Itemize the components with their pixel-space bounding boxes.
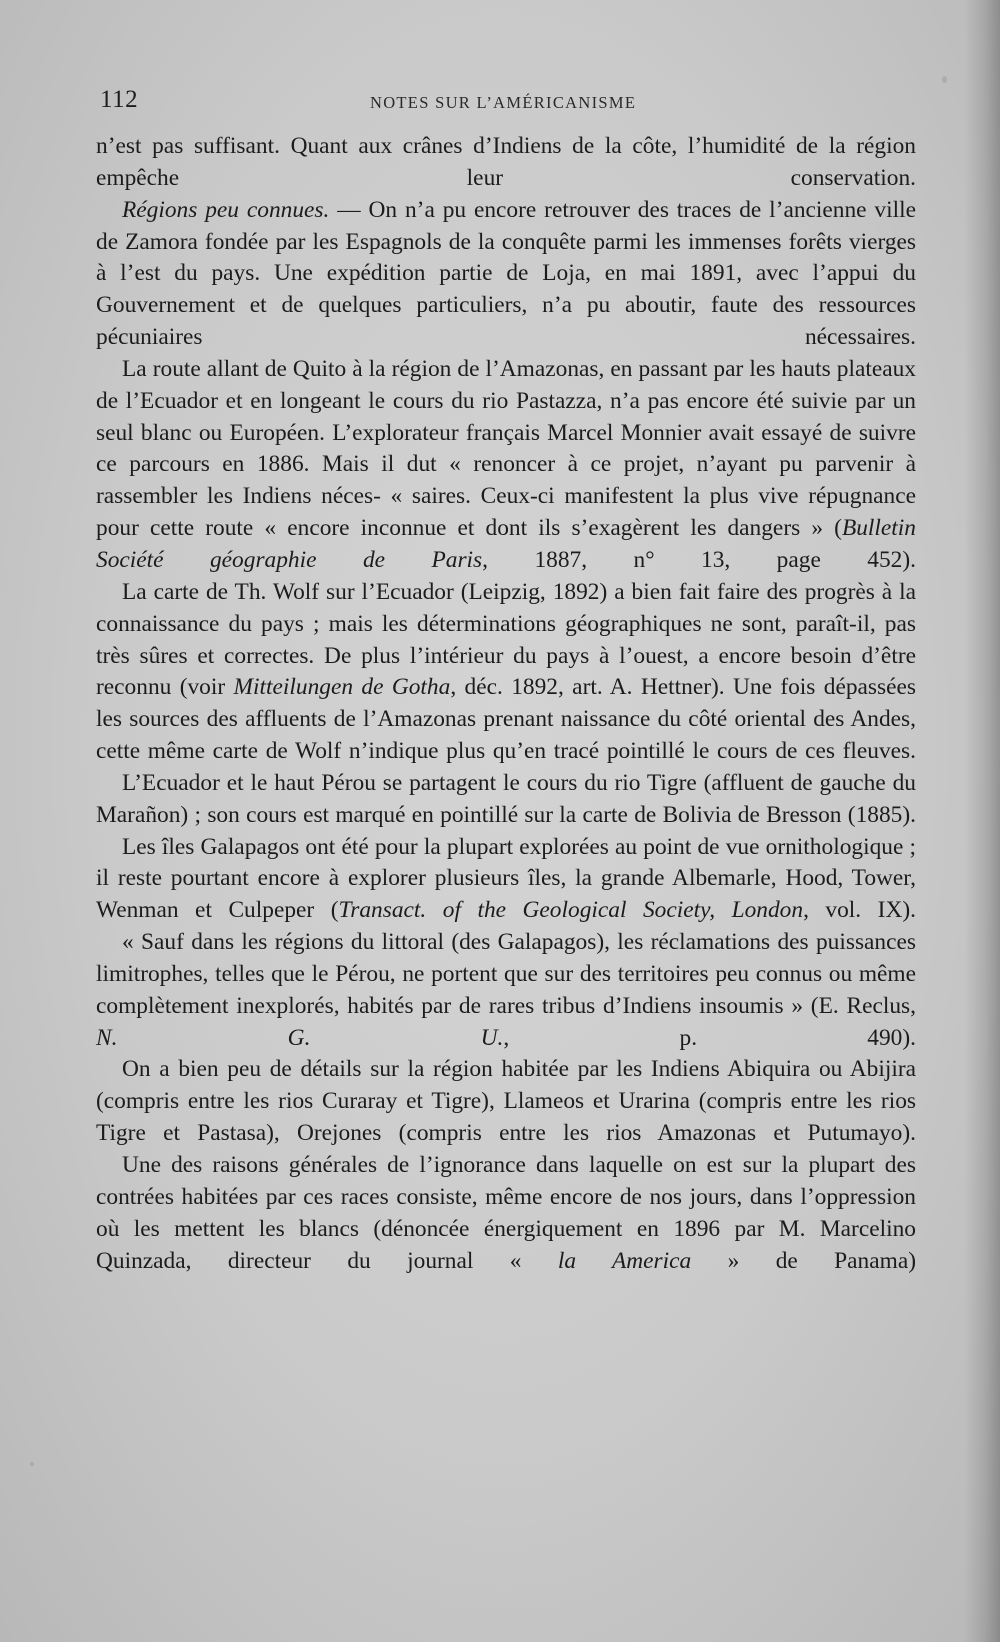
text-run: , 1887, n° 13, page 452).	[482, 546, 916, 573]
text-run: , déc. 1892, art. A. Hettner). Une fois dépassées les sources des affluents de l’Amazonas prenant naissance du côté oriental des Andes, cette même carte de Wolf n’indique plus qu’en tracé pointillé le cours de ces fleuves.	[96, 674, 916, 765]
section-heading-italic: Régions peu connues.	[122, 196, 330, 223]
text-run: La route allant de Quito à la région de l’Amazonas, en passant par les hauts plateaux de l’Ecuador et en longeant le cours du rio Pastazza, n’a pas encore été suivie par un seul blanc ou Européen. L’explorateur français Marcel Monnier avait essayé de suivre ce parcours en 1886. Mais il dut « renoncer à ce projet, n’ayant pu parvenir à rassembler les Indiens néces- « saires. Ceux-ci manifestent la plus vive répugnance pour cette route « encore inconnue et dont ils s’exagèrent les dangers » (	[96, 355, 916, 542]
page-edge-shadow	[964, 0, 1000, 1642]
text-run: « Sauf dans les régions du littoral (des Galapagos), les réclamations des puissances limitrophes, telles que le Pérou, ne portent que sur des territoires peu connus ou même complètement inexplorés, habités par de rares tribus d’Indiens insoumis » (E. Reclus,	[96, 929, 916, 1019]
citation-italic: la America	[557, 1247, 692, 1274]
running-head: NOTES SUR L’AMÉRICANISME	[370, 93, 637, 112]
text-run: » de Panama)	[691, 1247, 917, 1274]
citation-italic: Transact. of the Geological Society, London	[338, 897, 804, 924]
page-number: 112	[100, 86, 139, 113]
paper-speck	[30, 1462, 34, 1466]
page-header	[100, 86, 915, 120]
text-run: La carte de Th. Wolf sur l’Ecuador (Leipzig, 1892) a bien fait faire des progrès à la connaissance du pays ; mais les déterminations géographiques ne sont, paraît-il, pas très sûres et correctes. De plus l’intérieur du pays à l’ouest, a encore besoin d’être reconnu (voir	[96, 578, 916, 701]
paragraph	[96, 195, 916, 354]
citation-italic: Mitteilungen de Gotha	[233, 674, 451, 701]
text-run: On a bien peu de détails sur la région habitée par les Indiens Abiquira ou Abijira (compris entre les rios Curaray et Tigre), Llameos et Urarina (compris entre les rios Tigre et Pastasa), Orejones (compris entre les rios Amazonas et Putumayo).	[96, 1056, 916, 1147]
paragraph	[96, 354, 916, 577]
paragraph	[96, 1150, 916, 1277]
text-run: , p. 490).	[503, 1024, 916, 1051]
text-run: Les îles Galapagos ont été pour la plupart explorées au point de vue ornithologique ; il reste pourtant encore à explorer plusieurs îles, la grande Albemarle, Hood, Tower, Wenman et Culpeper (	[96, 833, 916, 924]
paragraph	[96, 832, 916, 928]
text-run: , vol. IX).	[803, 897, 916, 924]
paper-speck	[942, 76, 947, 83]
paragraph	[96, 131, 916, 195]
paragraph	[96, 768, 916, 832]
paragraph	[96, 1054, 916, 1150]
paragraph	[96, 927, 916, 1054]
body-text	[96, 131, 916, 1277]
paragraph	[96, 577, 916, 768]
text-run: — On n’a pu encore retrouver des traces de l’ancienne ville de Zamora fondée par les Espagnols de la conquête parmi les immenses forêts vierges à l’est du pays. Une expédition partie de Loja, en mai 1891, avec l’appui du Gouvernement et de quelques particuliers, n’a pu aboutir, faute des ressources pécuniaires nécessaires.	[96, 196, 916, 351]
text-run: Une des raisons générales de l’ignorance dans laquelle on est sur la plupart des contrées habitées par ces races consiste, même encore de nos jours, dans l’oppression où les mettent les blancs (dénoncée énergiquement en 1896 par M. Marcelino Quinzada, directeur du journal «	[96, 1152, 916, 1274]
text-run: L’Ecuador et le haut Pérou se partagent le cours du rio Tigre (affluent de gauche du Marañon) ; son cours est marqué en pointillé sur la carte de Bolivia de Bresson (1885).	[96, 769, 916, 828]
citation-italic: N. G. U.	[96, 1024, 504, 1051]
citation-italic: Bulletin Société géographie de Paris	[96, 515, 916, 573]
text-run: n’est pas suffisant. Quant aux crânes d’Indiens de la côte, l’humidité de la région empêche leur conservation.	[96, 133, 916, 191]
